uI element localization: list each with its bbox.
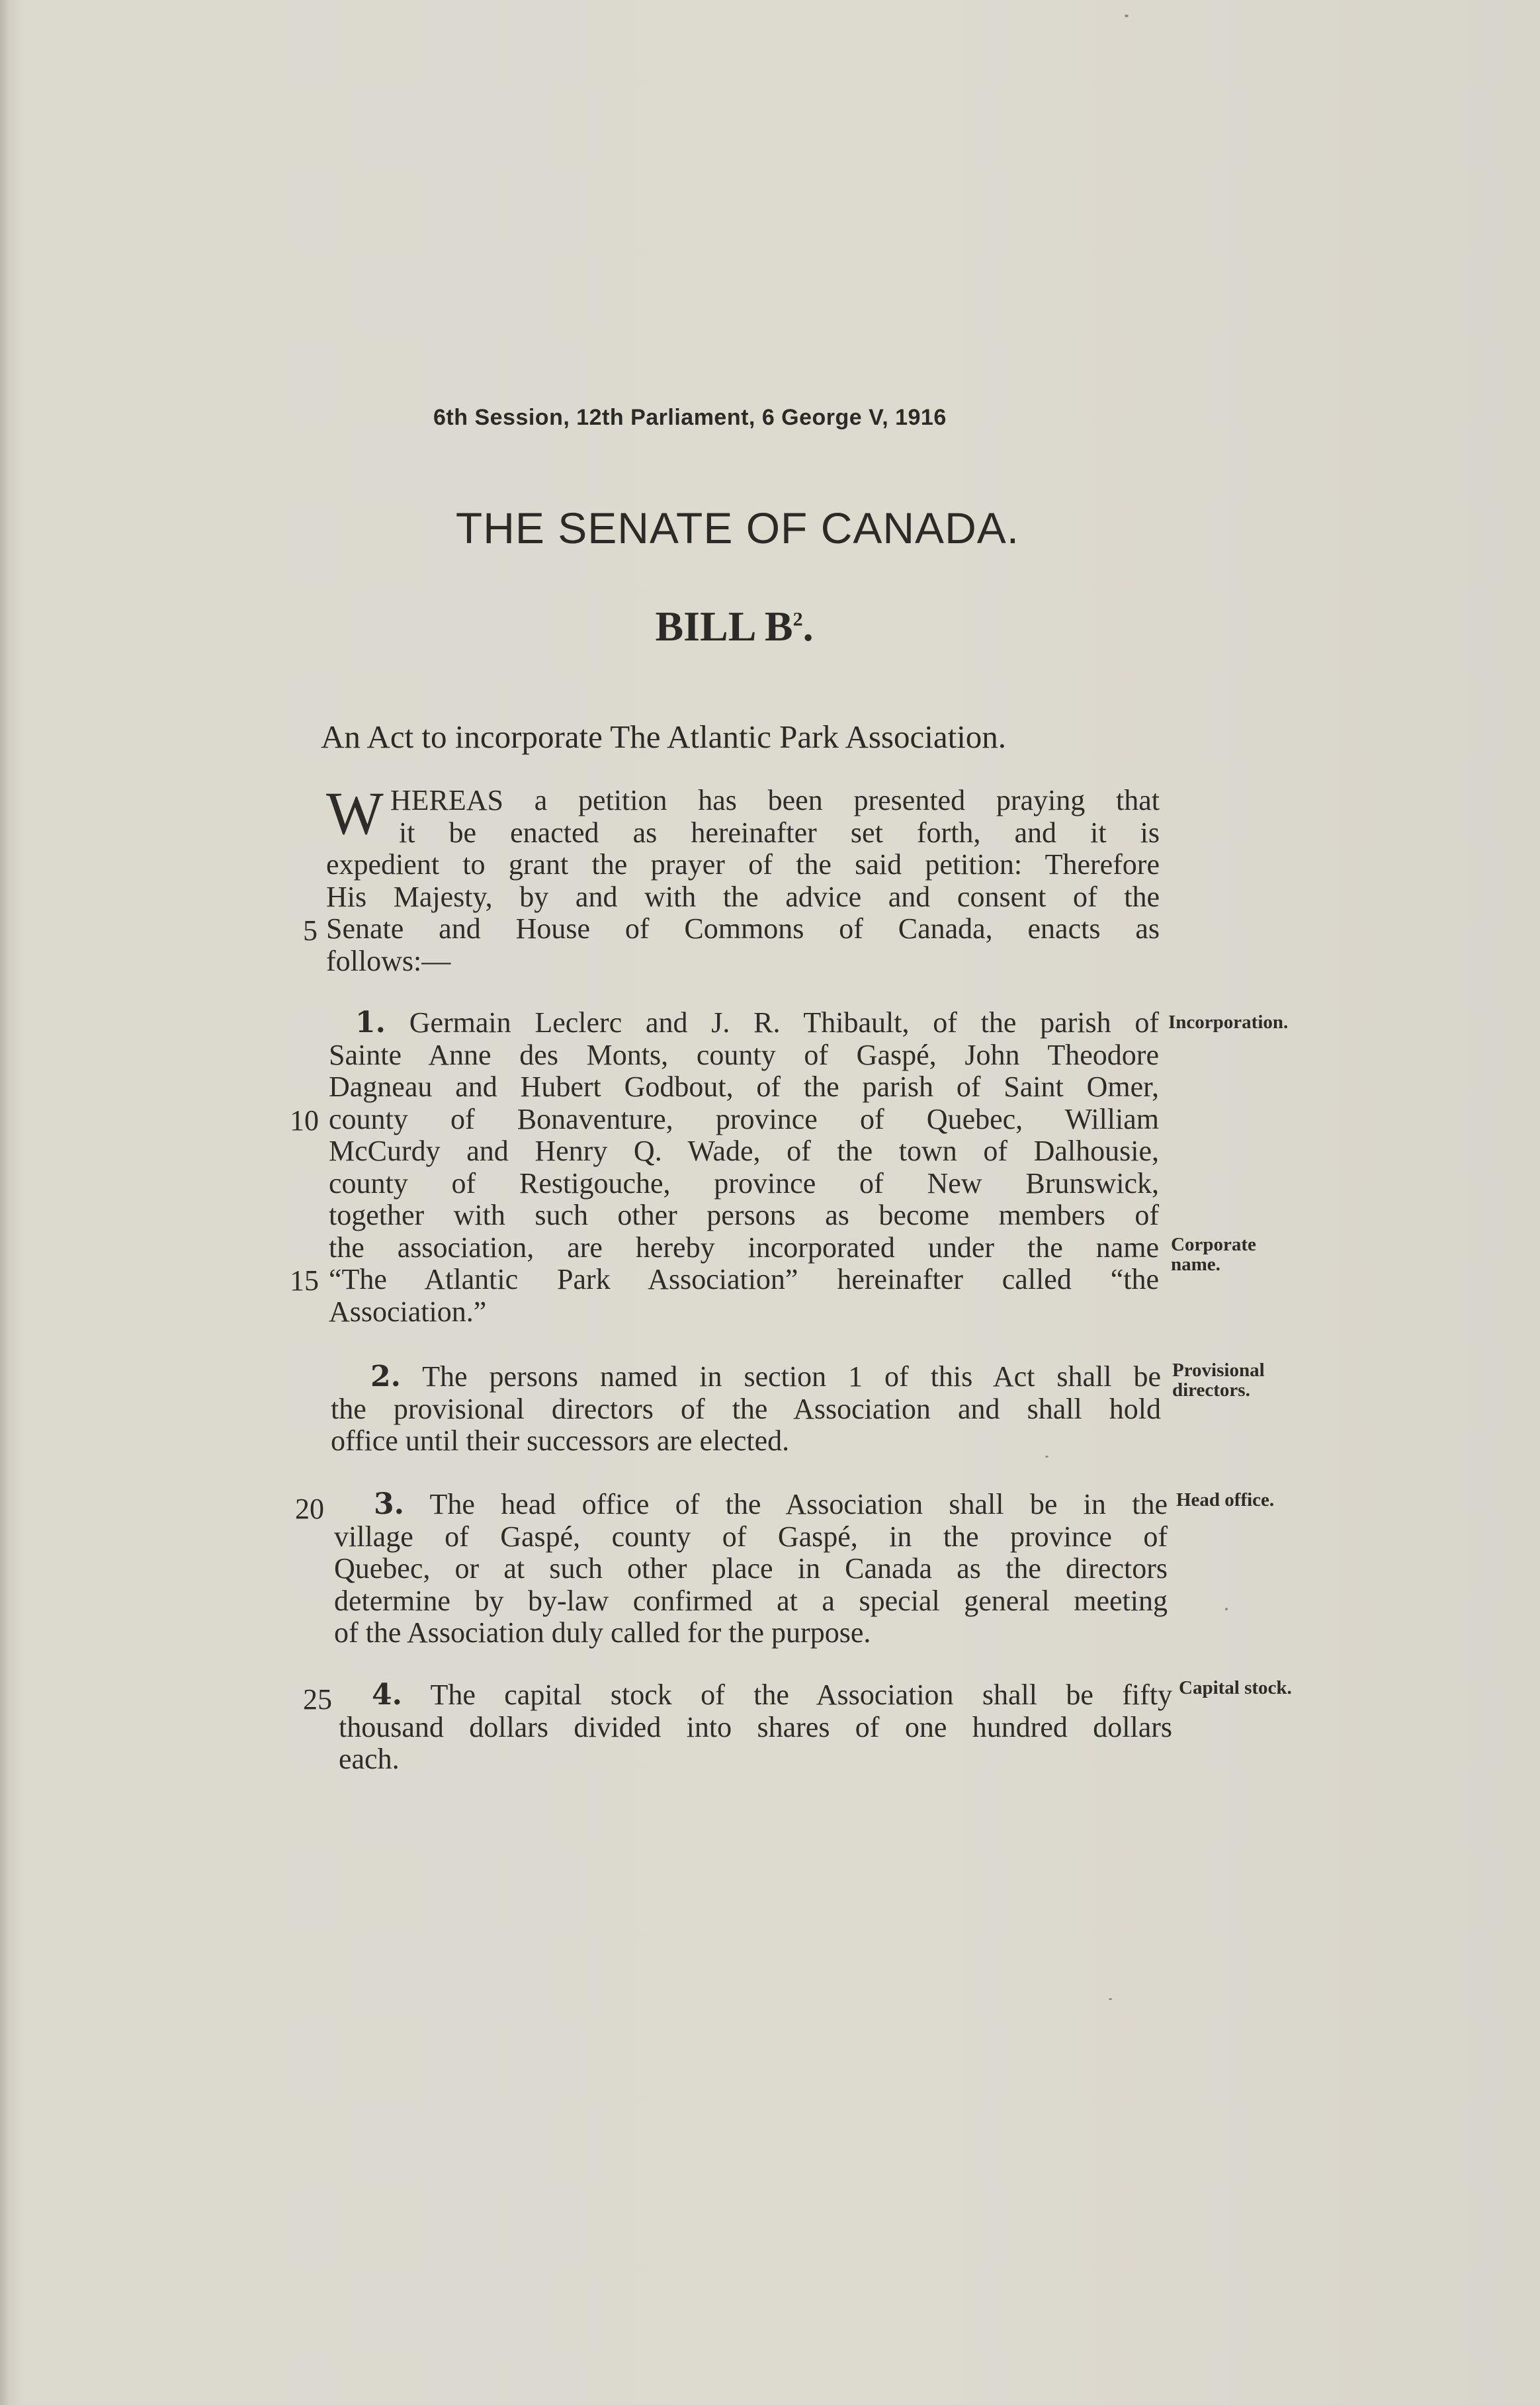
margin-note-line: name. <box>1171 1254 1220 1275</box>
paper-speck <box>1125 15 1129 17</box>
line-number: 10 <box>290 1104 319 1137</box>
section-text: The head office of the Association shall be in the <box>429 1488 1168 1520</box>
line-number: 25 <box>303 1683 332 1716</box>
section-text: Germain Leclerc and J. R. Thibault, of the parish of <box>409 1006 1160 1039</box>
section-number: 3. <box>374 1487 404 1521</box>
margin-note-incorporation: Incorporation. <box>1168 1012 1289 1033</box>
act-title: An Act to incorporate The Atlantic Park Association. <box>321 719 1007 755</box>
section-line: Dagneau and Hubert Godbout, of the parish of Saint Omer, <box>329 1071 1159 1103</box>
section-line: each. <box>339 1743 400 1775</box>
section-line: Sainte Anne des Monts, county of Gaspé, John Theodore <box>329 1038 1159 1071</box>
preamble-line: expedient to grant the prayer of the said petition: Therefore <box>326 848 1160 881</box>
bill-title <box>0 602 1469 651</box>
preamble-line: Senate and House of Commons of Canada, enacts as <box>326 912 1160 945</box>
paper-speck <box>1225 1608 1228 1610</box>
line-number: 20 <box>295 1493 324 1525</box>
margin-note-line: directors. <box>1172 1379 1250 1401</box>
section-number: 4. <box>372 1678 402 1712</box>
preamble <box>326 779 1160 977</box>
section-line: the association, are hereby incorporated under the name <box>329 1231 1159 1264</box>
section-line: of the Association duly called for the purpose. <box>334 1616 871 1649</box>
section-text: The capital stock of the Association shall be fifty <box>430 1679 1172 1711</box>
section-text: The persons named in section 1 of this Act shall be <box>422 1360 1161 1393</box>
bill-superscript: 2 <box>792 608 803 631</box>
section-line: determine by by-law confirmed at a special general meeting <box>334 1584 1168 1617</box>
section-line: McCurdy and Henry Q. Wade, of the town of Dalhousie, <box>329 1135 1159 1167</box>
margin-note-head-office: Head office. <box>1176 1489 1275 1510</box>
section-2 <box>331 1361 1161 1458</box>
paper-speck <box>1109 1998 1112 2000</box>
chamber-title: THE SENATE OF CANADA. <box>455 503 1020 552</box>
section-line: “The Atlantic Park Association” hereinafter called “the <box>329 1263 1159 1295</box>
section-line <box>331 1361 1161 1393</box>
bill-suffix: . <box>802 603 814 650</box>
margin-note-provisional-directors <box>1172 1360 1265 1400</box>
section-line: office until their successors are elected. <box>331 1424 790 1457</box>
section-line: Association.” <box>329 1295 487 1328</box>
session-header: 6th Session, 12th Parliament, 6 George V, 1916 <box>433 405 947 430</box>
section-line <box>334 1489 1168 1521</box>
section-3 <box>334 1489 1168 1649</box>
section-line: Quebec, or at such other place in Canada as the directors <box>334 1552 1168 1585</box>
section-line: county of Restigouche, province of New Brunswick, <box>329 1166 1159 1200</box>
section-line: thousand dollars divided into shares of one hundred dollars <box>339 1710 1172 1743</box>
line-number: 5 <box>303 914 318 947</box>
section-line <box>339 1679 1172 1712</box>
section-line: the provisional directors of the Association and shall hold <box>331 1392 1161 1425</box>
preamble-line: HEREAS a petition has been presented praying that <box>390 784 1160 816</box>
section-line <box>329 1007 1159 1039</box>
section-line: village of Gaspé, county of Gaspé, in the province of <box>334 1520 1168 1553</box>
section-number: 1. <box>355 1006 386 1039</box>
preamble-line: His Majesty, by and with the advice and consent of the <box>326 880 1160 913</box>
section-1 <box>329 1007 1159 1328</box>
preamble-line: it be enacted as hereinafter set forth, and it is <box>399 816 1160 849</box>
preamble-drop-cap: W <box>326 779 384 847</box>
bill-label: BILL B <box>655 603 793 650</box>
section-4 <box>339 1679 1172 1776</box>
section-line: together with such other persons as become members of <box>329 1199 1159 1231</box>
margin-note-corporate-name <box>1171 1235 1256 1274</box>
preamble-line: follows:— <box>326 944 451 977</box>
margin-note-capital-stock: Capital stock. <box>1179 1677 1292 1698</box>
margin-note-line: Provisional <box>1172 1360 1265 1381</box>
section-number: 2. <box>370 1360 401 1393</box>
margin-note-line: Corporate <box>1171 1234 1256 1255</box>
section-line: county of Bonaventure, province of Quebec, William <box>329 1102 1159 1135</box>
line-number: 15 <box>290 1264 319 1297</box>
